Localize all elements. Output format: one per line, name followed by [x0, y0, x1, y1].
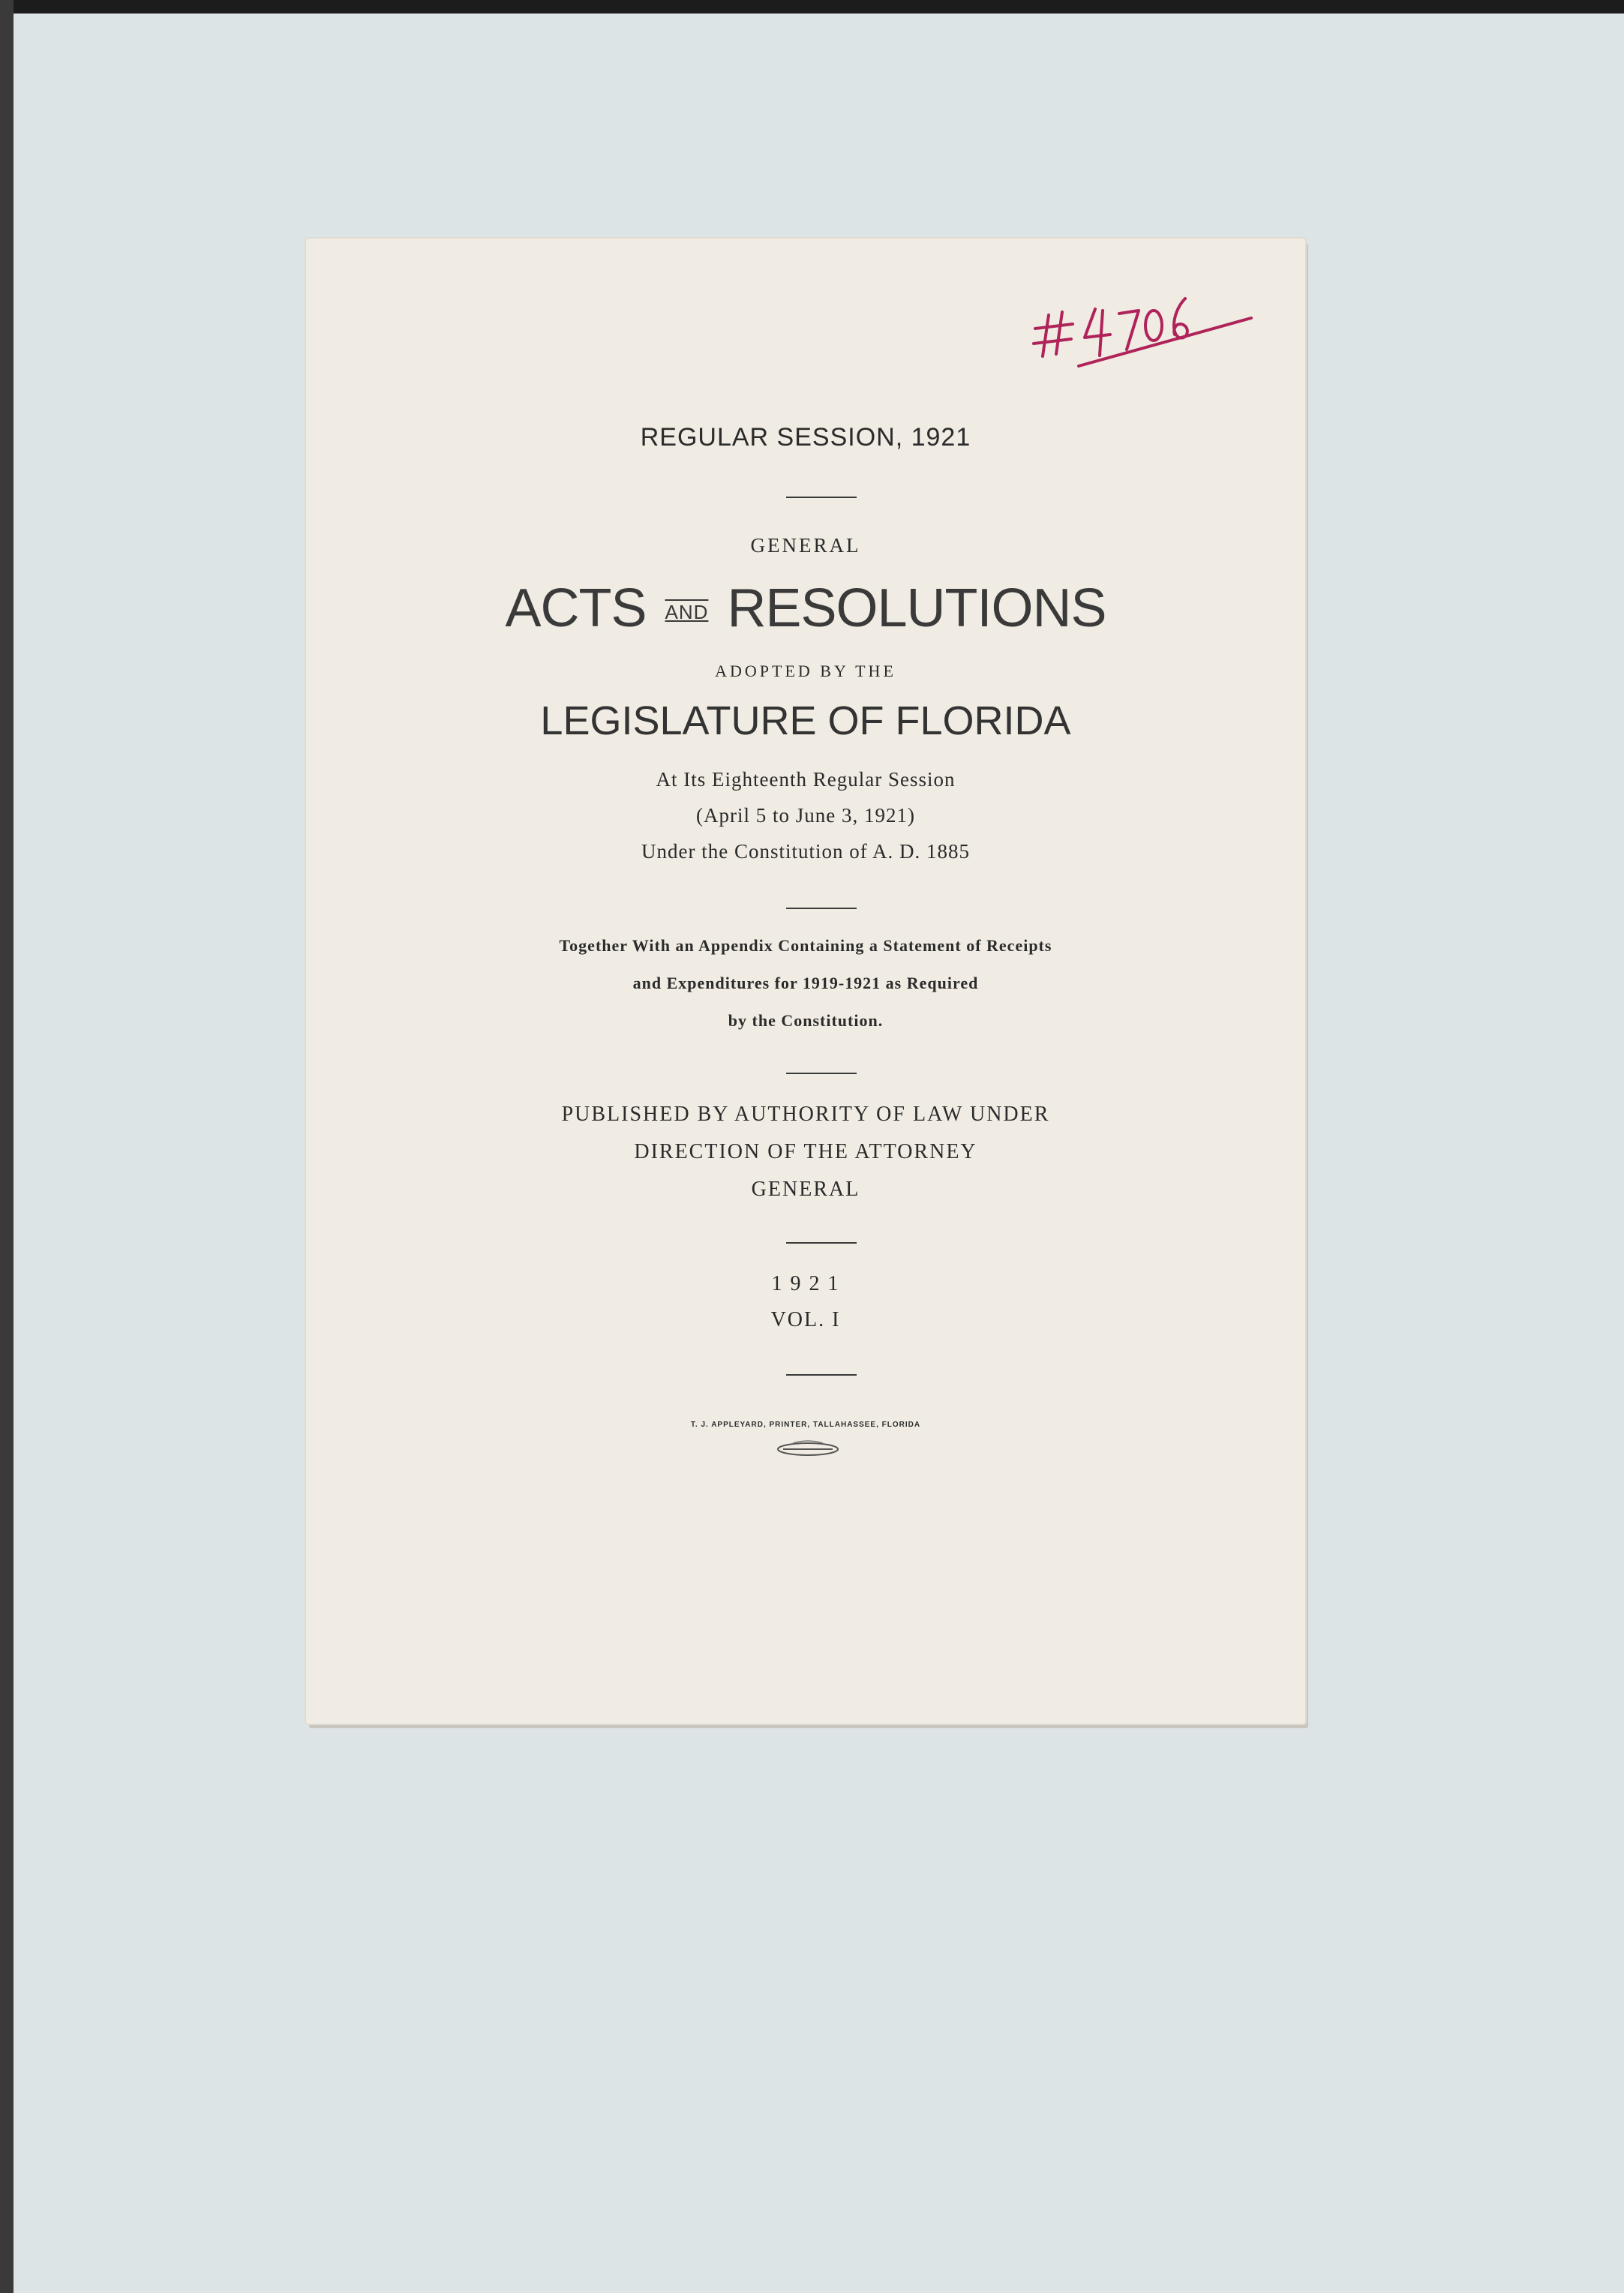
divider-3	[786, 1073, 857, 1074]
volume-label: VOL. I	[770, 1308, 841, 1331]
title-and: AND	[665, 601, 709, 623]
adopted-by-label: ADOPTED BY THE	[715, 662, 896, 680]
title-resolutions: RESOLUTIONS	[727, 578, 1106, 638]
main-title	[306, 578, 1305, 639]
title-page	[306, 239, 1305, 1724]
published-line-3: GENERAL	[751, 1178, 860, 1201]
legislature-title: LEGISLATURE OF FLORIDA	[540, 698, 1071, 743]
handwritten-catalog-number	[1026, 278, 1266, 368]
title-acts: ACTS	[505, 578, 647, 638]
divider-5	[786, 1374, 857, 1376]
session-line-2: (April 5 to June 3, 1921)	[696, 804, 915, 827]
appendix-line-3: by the Constitution.	[728, 1011, 884, 1030]
appendix-line-1: Together With an Appendix Containing a Statement of Receipts	[559, 936, 1052, 955]
session-heading: REGULAR SESSION, 1921	[640, 423, 971, 452]
general-label: GENERAL	[750, 534, 861, 557]
divider-1	[786, 497, 857, 498]
scan-edge-left	[0, 0, 14, 2293]
divider-2	[786, 908, 857, 909]
session-line-3: Under the Constitution of A. D. 1885	[641, 840, 970, 863]
published-line-1: PUBLISHED BY AUTHORITY OF LAW UNDER	[561, 1103, 1050, 1126]
published-line-2: DIRECTION OF THE ATTORNEY	[634, 1140, 977, 1163]
session-line-1: At Its Eighteenth Regular Session	[656, 768, 956, 791]
divider-4	[786, 1242, 857, 1244]
printer-credit: T. J. APPLEYARD, PRINTER, TALLAHASSEE, FLORIDA	[690, 1421, 921, 1429]
publication-year: 1 9 2 1	[771, 1272, 840, 1295]
appendix-line-2: and Expenditures for 1919-1921 as Required	[632, 974, 979, 992]
scan-edge-top	[0, 0, 1624, 14]
union-label-mark	[774, 1440, 842, 1458]
